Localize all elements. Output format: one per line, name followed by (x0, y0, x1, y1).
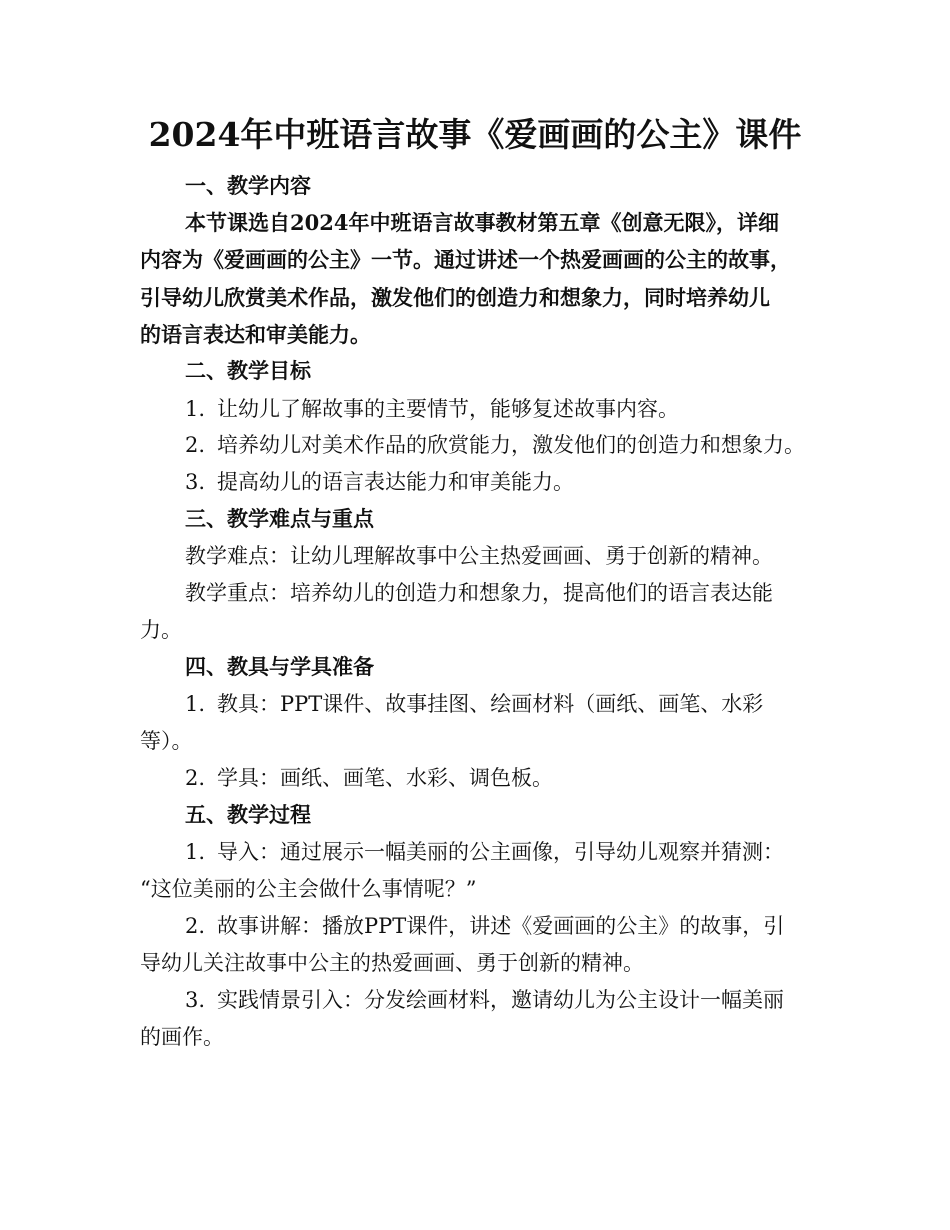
process-item-3-line-1 (185, 985, 875, 1015)
section-heading-process: 五、教学过程 (185, 802, 311, 827)
document-title: 2024年中班语言故事《爱画画的公主》课件 (148, 115, 802, 154)
process-item-2-line-1 (185, 911, 875, 941)
goal-item-1 (185, 394, 875, 424)
process-item-3-line-2: 的画作。 (140, 1025, 224, 1049)
content-paragraph-line-4: 的语言表达和审美能力。 (140, 322, 371, 347)
section-heading-materials: 四、教具与学具准备 (185, 654, 374, 679)
process-item-2-text: 故事讲解：播放PPT课件，讲述《爱画画的公主》的故事，引 (217, 914, 785, 938)
section-heading-content: 一、教学内容 (185, 173, 311, 198)
content-paragraph-line-3: 引导幼儿欣赏美术作品，激发他们的创造力和想象力，同时培养幼儿 (140, 285, 770, 310)
focus-text-line-2: 力。 (140, 618, 182, 642)
materials-item-1-number: 1. (185, 692, 206, 716)
materials-item-1-text: 教具：PPT课件、故事挂图、绘画材料（画纸、画笔、水彩 (217, 692, 764, 716)
focus-text-line-1: 教学重点：培养幼儿的创造力和想象力，提高他们的语言表达能 (185, 581, 773, 605)
process-item-3-text: 实践情景引入：分发绘画材料，邀请幼儿为公主设计一幅美丽 (217, 988, 784, 1012)
process-item-1-text: 导入：通过展示一幅美丽的公主画像，引导幼儿观察并猜测： (217, 840, 784, 864)
content-paragraph-line-1: 本节课选自2024年中班语言故事教材第五章《创意无限》，详细 (185, 210, 779, 235)
materials-item-2 (185, 763, 875, 793)
materials-item-2-text: 学具：画纸、画笔、水彩、调色板。 (217, 766, 553, 790)
goal-item-1-number: 1. (185, 397, 206, 421)
process-item-3-number: 3. (185, 988, 206, 1012)
difficulty-text: 教学难点：让幼儿理解故事中公主热爱画画、勇于创新的精神。 (185, 544, 773, 568)
goal-item-3-text: 提高幼儿的语言表达能力和审美能力。 (217, 470, 574, 494)
content-paragraph-line-2: 内容为《爱画画的公主》一节。通过讲述一个热爱画画的公主的故事， (140, 247, 791, 272)
materials-item-2-number: 2. (185, 766, 206, 790)
goal-item-1-text: 让幼儿了解故事的主要情节，能够复述故事内容。 (217, 397, 679, 421)
goal-item-3-number: 3. (185, 470, 206, 494)
goal-item-2-number: 2. (185, 433, 206, 457)
section-heading-goals: 二、教学目标 (185, 358, 311, 383)
process-item-2-line-2: 导幼儿关注故事中公主的热爱画画、勇于创新的精神。 (140, 951, 644, 975)
process-item-2-number: 2. (185, 914, 206, 938)
materials-item-1-line-1 (185, 689, 875, 719)
materials-item-1-line-2: 等）。 (140, 729, 193, 753)
section-heading-difficulty-focus: 三、教学难点与重点 (185, 506, 374, 531)
process-item-1-line-1 (185, 837, 875, 867)
goal-item-2 (185, 430, 875, 460)
process-item-1-number: 1. (185, 840, 206, 864)
goal-item-2-text: 培养幼儿对美术作品的欣赏能力，激发他们的创造力和想象力。 (217, 433, 805, 457)
goal-item-3 (185, 467, 875, 497)
process-item-1-line-2: “这位美丽的公主会做什么事情呢？” (140, 877, 477, 901)
